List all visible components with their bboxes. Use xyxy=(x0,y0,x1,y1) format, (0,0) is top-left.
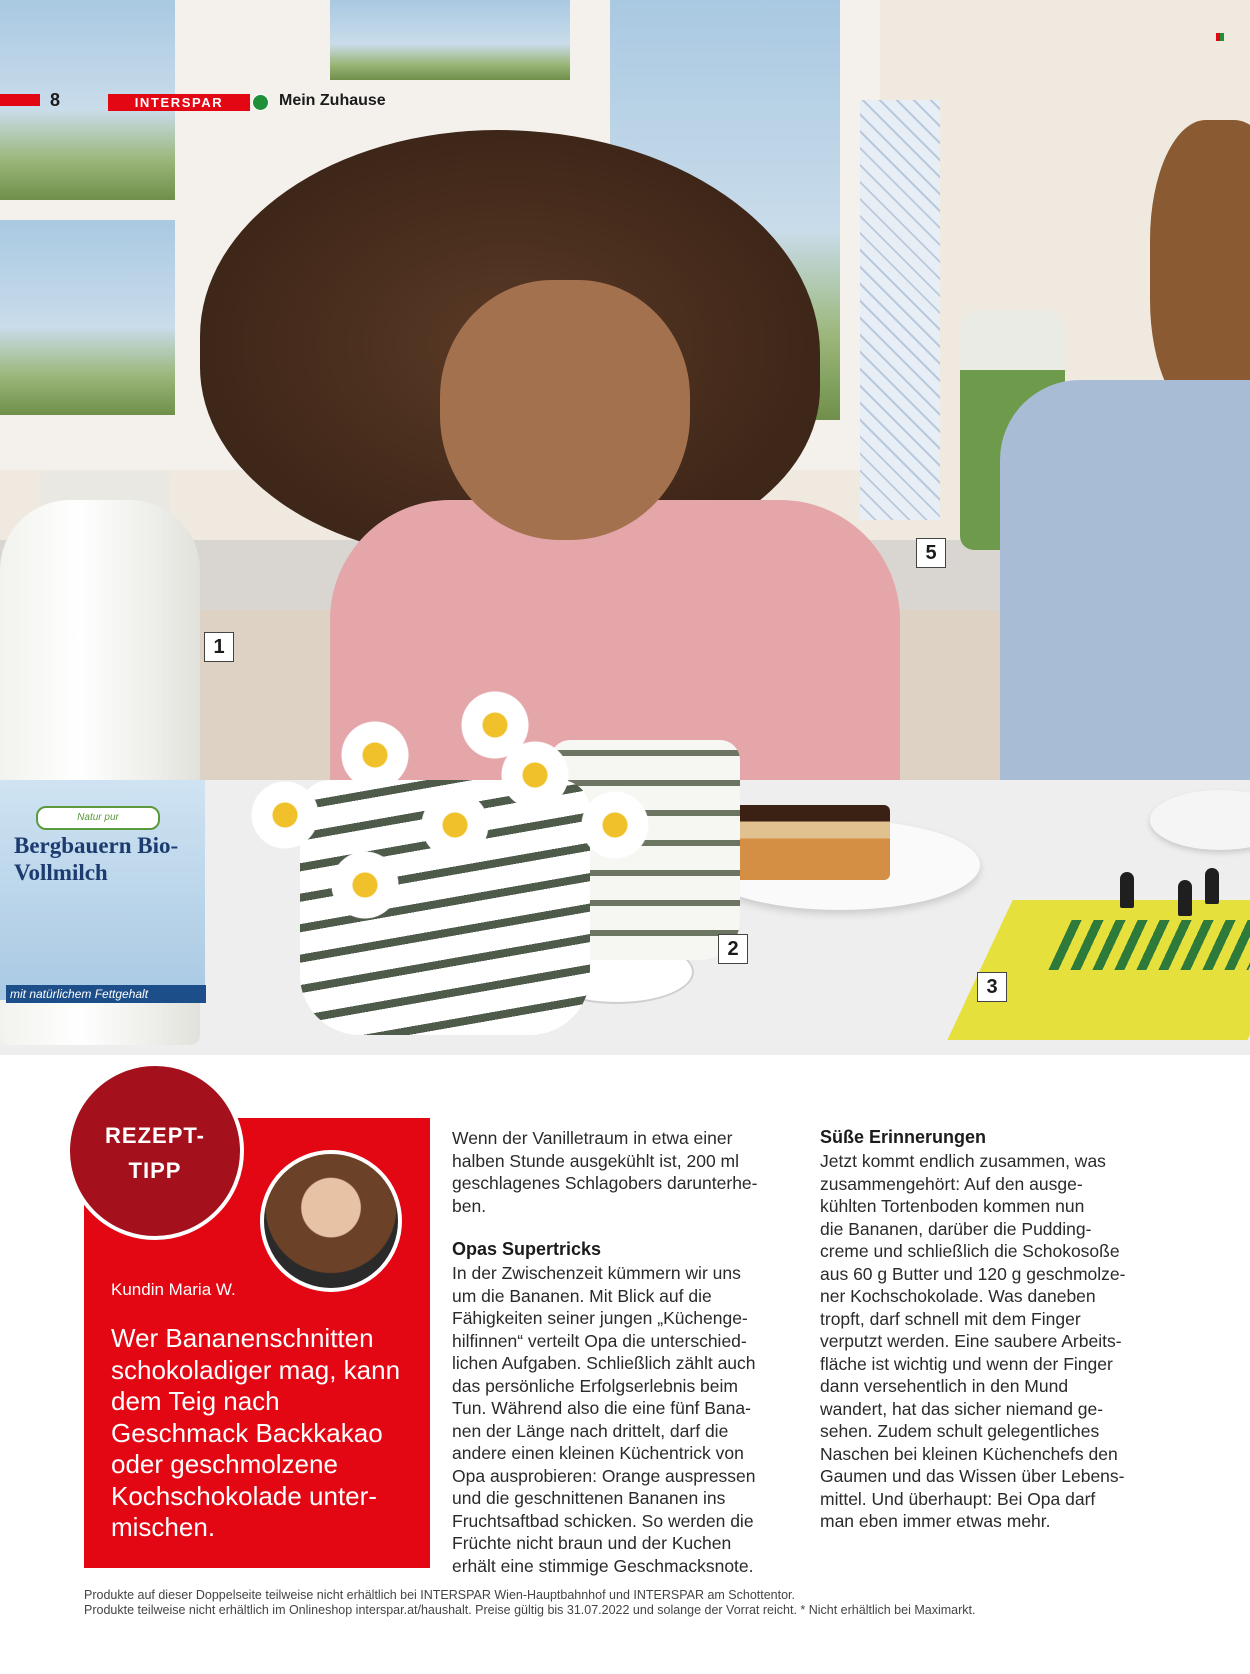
window-pane xyxy=(0,220,175,415)
daisy-flower xyxy=(250,780,320,850)
girl-face xyxy=(440,280,690,540)
section-title: Mein Zuhause xyxy=(279,92,386,109)
article-heading-supertricks: Opas Supertricks xyxy=(452,1239,602,1259)
customer-avatar xyxy=(260,1150,402,1292)
footer-disclaimer: Produkte auf dieser Doppelseite teilweise nicht erhältlich bei INTERSPAR Wien-Hauptbahnhof und INTERSPAR am Schottentor. Produkte teilweise nicht erhältlich im Onlineshop interspar.at/haushalt. Preise gültig bis 31.07.2022 und solange der Vorrat reicht. * Nicht erhältlich bei Maximarkt. xyxy=(84,1588,976,1617)
board-game-grid xyxy=(1048,920,1250,970)
page-number: 8 xyxy=(50,90,61,110)
article-body-supertricks: In der Zwischenzeit kümmern wir uns um die Bananen. Mit Blick auf die Fähigkeiten seiner jungen „Küchenge- hilfinnen“ verteilt Opa die unterschied- lichen Aufgaben. Schließlich zählt auch das persönliche Erfolgserlebnis beim Tun. Während also die eine fünf Bana- nen der Länge nach drittelt, darf die andere einen kleinen Küchentrick von Opa ausprobieren: Orange auspressen und die geschnittenen Bananen ins Fruchtsaftbad schicken. So werden die Früchte nicht braun und der Kuchen erhält eine stimmige Geschmacksnote. xyxy=(452,1263,756,1576)
article-intro: Wenn der Vanilletraum in etwa einer halben Stunde ausgekühlt ist, 200 ml geschlagenes Schlagobers darunterhe- ben. xyxy=(452,1128,758,1216)
second-girl xyxy=(1000,380,1250,820)
product-marker-1: 1 xyxy=(204,632,234,662)
window-pane xyxy=(330,0,570,80)
game-pawn xyxy=(1178,880,1192,916)
article-heading-erinnerungen: Süße Erinnerungen xyxy=(820,1127,987,1147)
interspar-logo: INTERSPAR xyxy=(108,94,250,111)
product-marker-3: 3 xyxy=(977,972,1007,1002)
tiled-pillar xyxy=(860,100,940,520)
product-marker-2: 2 xyxy=(718,934,748,964)
milk-brand-badge: Natur pur xyxy=(36,806,160,830)
daisy-flower xyxy=(460,690,530,760)
banana-cake-slice xyxy=(730,805,890,880)
game-pawn xyxy=(1120,872,1134,908)
daisy-flower xyxy=(340,720,410,790)
recipe-tip-text: Wer Bananenschnitten schokoladiger mag, kann dem Teig nach Geschmack Backkakao oder geschmolzene Kochschokolade unter-mischen. xyxy=(111,1323,401,1542)
daisy-flower xyxy=(580,790,650,860)
game-pawn xyxy=(1205,868,1219,904)
product-marker-5: 5 xyxy=(916,538,946,568)
logo-seal-icon xyxy=(252,94,269,111)
customer-name: Kundin Maria W. xyxy=(111,1280,236,1299)
article-body-erinnerungen: Jetzt kommt endlich zusammen, was zusammengehört: Auf den ausge- kühlten Tortenboden kommen nun die Bananen, darüber die Pudding- creme und schließlich die Schokosoße aus 60 g Butter und 120 g geschmolze- ner Kochschokolade. Was daneben tropft, darf schnell mit dem Finger verputzt werden. Eine saubere Arbeits- fläche ist wichtig und wenn der Finger dann versehentlich in den Mund wandert, hat das sicher niemand ge- sehen. Zudem schult gelegentliches Naschen bei kleinen Küchenchefs den Gaumen und das Wissen über Lebens- mittel. Und überhaupt: Bei Opa darf man eben immer etwas mehr. xyxy=(820,1151,1126,1531)
recipe-tip-title-line: TIPP xyxy=(128,1158,182,1183)
daisy-flower xyxy=(420,790,490,860)
daisy-flower xyxy=(330,850,400,920)
recipe-tip-title-line: REZEPT- xyxy=(105,1123,205,1148)
milk-label-text: Bergbauern Bio-Vollmilch xyxy=(14,833,179,885)
corner-mark-icon xyxy=(1216,33,1224,41)
header-red-bar xyxy=(0,94,40,106)
recipe-tip-title xyxy=(66,1118,244,1188)
second-girl-hair xyxy=(1150,120,1250,420)
milk-bottom-text: mit natürlichem Fettgehalt xyxy=(6,985,206,1003)
